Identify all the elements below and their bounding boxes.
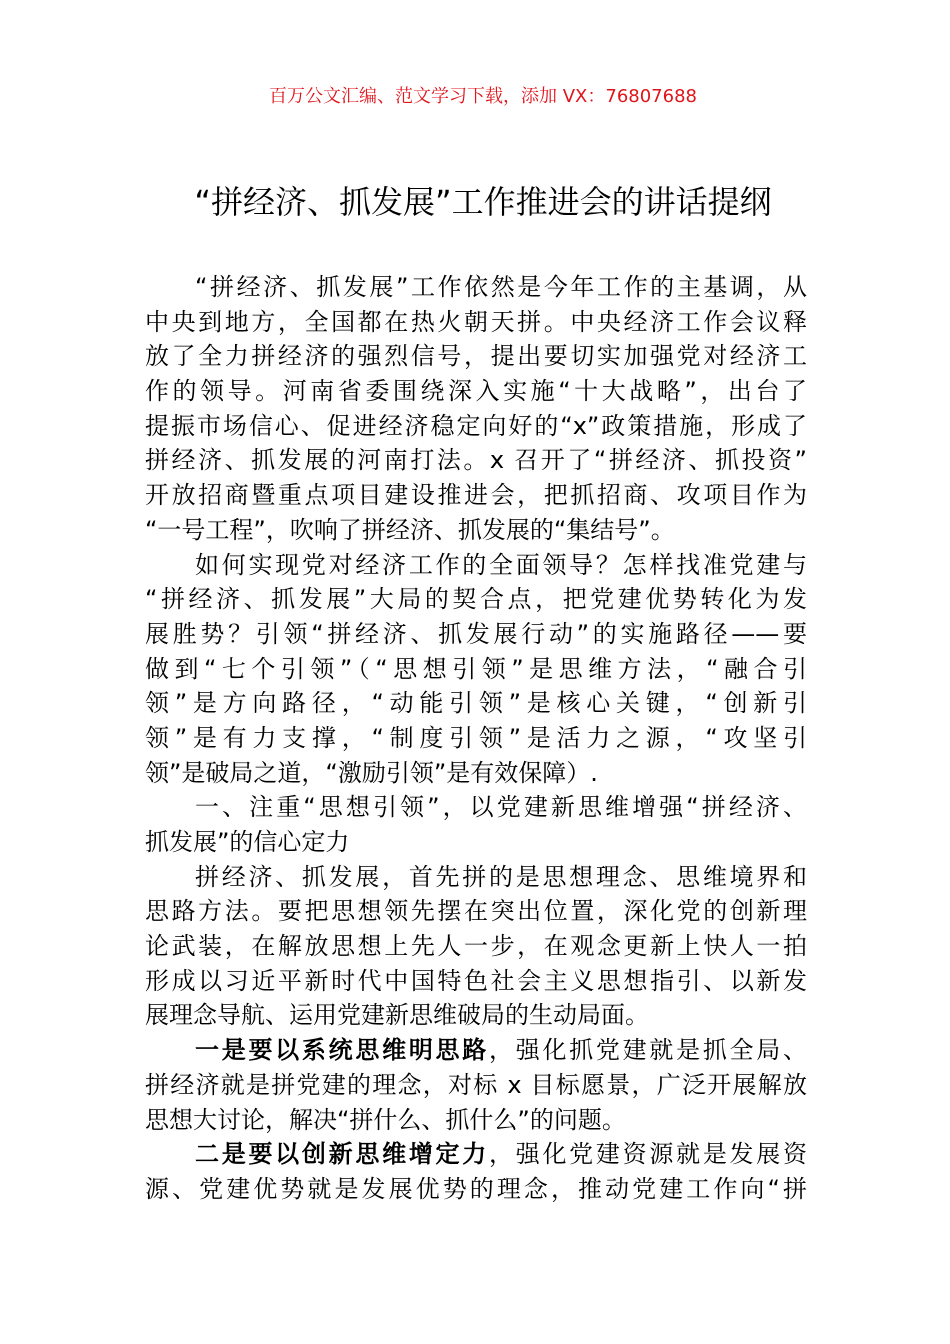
- text-segment: 一、注重“思想引领”，以党建新思维增强“拼经济、: [195, 793, 807, 822]
- text-line: [145, 998, 807, 1033]
- text-line: [145, 860, 807, 895]
- text-segment: 拼经济就是拼党建的理念，对标 x 目标愿景，广泛开展解放: [145, 1070, 807, 1099]
- text-segment: 思路方法。要把思想领先摆在突出位置，深化党的创新理: [145, 897, 807, 926]
- bold-text-segment: 二是要以创新思维增定力: [195, 1140, 489, 1169]
- document-title: “拼经济、抓发展”工作推进会的讲话提纲: [194, 183, 772, 221]
- text-line: [145, 305, 807, 340]
- text-line: [145, 686, 807, 721]
- text-line: [145, 548, 807, 583]
- text-segment: 论武装，在解放思想上先人一步，在观念更新上快人一拍: [145, 932, 807, 961]
- text-line: [145, 513, 807, 548]
- text-line: [145, 409, 807, 444]
- text-segment: ，强化抓党建就是抓全局、: [489, 1036, 807, 1065]
- text-segment: 作的领导。河南省委围绕深入实施“十大战略”，出台了: [145, 377, 807, 406]
- text-line: [145, 825, 807, 860]
- text-line: [145, 339, 807, 374]
- text-segment: 源、党建优势就是发展优势的理念，推动党建工作向“拼: [145, 1174, 807, 1203]
- text-line: [145, 443, 807, 478]
- text-line: [145, 1068, 807, 1103]
- text-segment: 抓发展”的信心定力: [145, 828, 350, 856]
- document-body: [145, 270, 807, 1207]
- text-segment: 放了全力拼经济的强烈信号，提出要切实加强党对经济工: [145, 342, 807, 371]
- text-line: [145, 929, 807, 964]
- text-segment: 如何实现党对经济工作的全面领导？怎样找准党建与: [195, 550, 807, 579]
- bold-text-segment: 一是要以系统思维明思路: [195, 1036, 489, 1065]
- text-segment: 形成以习近平新时代中国特色社会主义思想指引、以新发: [145, 966, 807, 995]
- text-line: [145, 652, 807, 687]
- text-segment: “拼经济、抓发展”工作依然是今年工作的主基调，从: [195, 273, 807, 301]
- text-line: [145, 1172, 807, 1207]
- text-line: [145, 1103, 807, 1138]
- text-segment: 提振市场信心、促进经济稳定向好的“x”政策措施，形成了: [145, 411, 807, 440]
- text-segment: 展胜势？引领“拼经济、抓发展行动”的实施路径——要: [145, 619, 807, 648]
- text-segment: 思想大讨论，解决“拼什么、抓什么”的问题。: [145, 1105, 626, 1134]
- text-segment: ，强化党建资源就是发展资: [489, 1140, 807, 1169]
- text-segment: 展理念导航、运用党建新思维破局的生动局面。: [145, 1001, 649, 1030]
- text-line: [145, 1137, 807, 1172]
- text-segment: 领”是方向路径，“动能引领”是核心关键，“创新引: [145, 689, 807, 718]
- text-segment: “拼经济、抓发展”大局的契合点，把党建优势转化为发: [145, 585, 807, 614]
- watermark-header: 百万公文汇编、范文学习下载，添加 VX：76807688: [269, 86, 697, 107]
- text-segment: 拼经济、抓发展的河南打法。x 召开了“拼经济、抓投资”: [145, 446, 807, 475]
- text-line: [145, 270, 807, 305]
- text-line: [145, 582, 807, 617]
- text-line: [145, 894, 807, 929]
- text-line: [145, 617, 807, 652]
- text-line: [145, 374, 807, 409]
- text-segment: 开放招商暨重点项目建设推进会，把抓招商、攻项目作为: [145, 481, 807, 510]
- text-segment: 做到“七个引领”（“思想引领”是思维方法，“融合引: [145, 654, 807, 683]
- text-line: [145, 756, 807, 791]
- text-line: [145, 478, 807, 513]
- text-segment: “一号工程”，吹响了拼经济、抓发展的“集结号”。: [145, 515, 675, 544]
- text-segment: 拼经济、抓发展，首先拼的是思想理念、思维境界和: [195, 862, 807, 891]
- text-segment: 领”是有力支撑，“制度引领”是活力之源，“攻坚引: [145, 723, 807, 752]
- text-segment: 领”是破局之道，“激励引领”是有效保障）.: [145, 758, 598, 787]
- text-line: [145, 964, 807, 999]
- text-segment: 中央到地方，全国都在热火朝天拼。中央经济工作会议释: [145, 307, 807, 336]
- text-line: [145, 721, 807, 756]
- text-line: [145, 790, 807, 825]
- text-line: [145, 1033, 807, 1068]
